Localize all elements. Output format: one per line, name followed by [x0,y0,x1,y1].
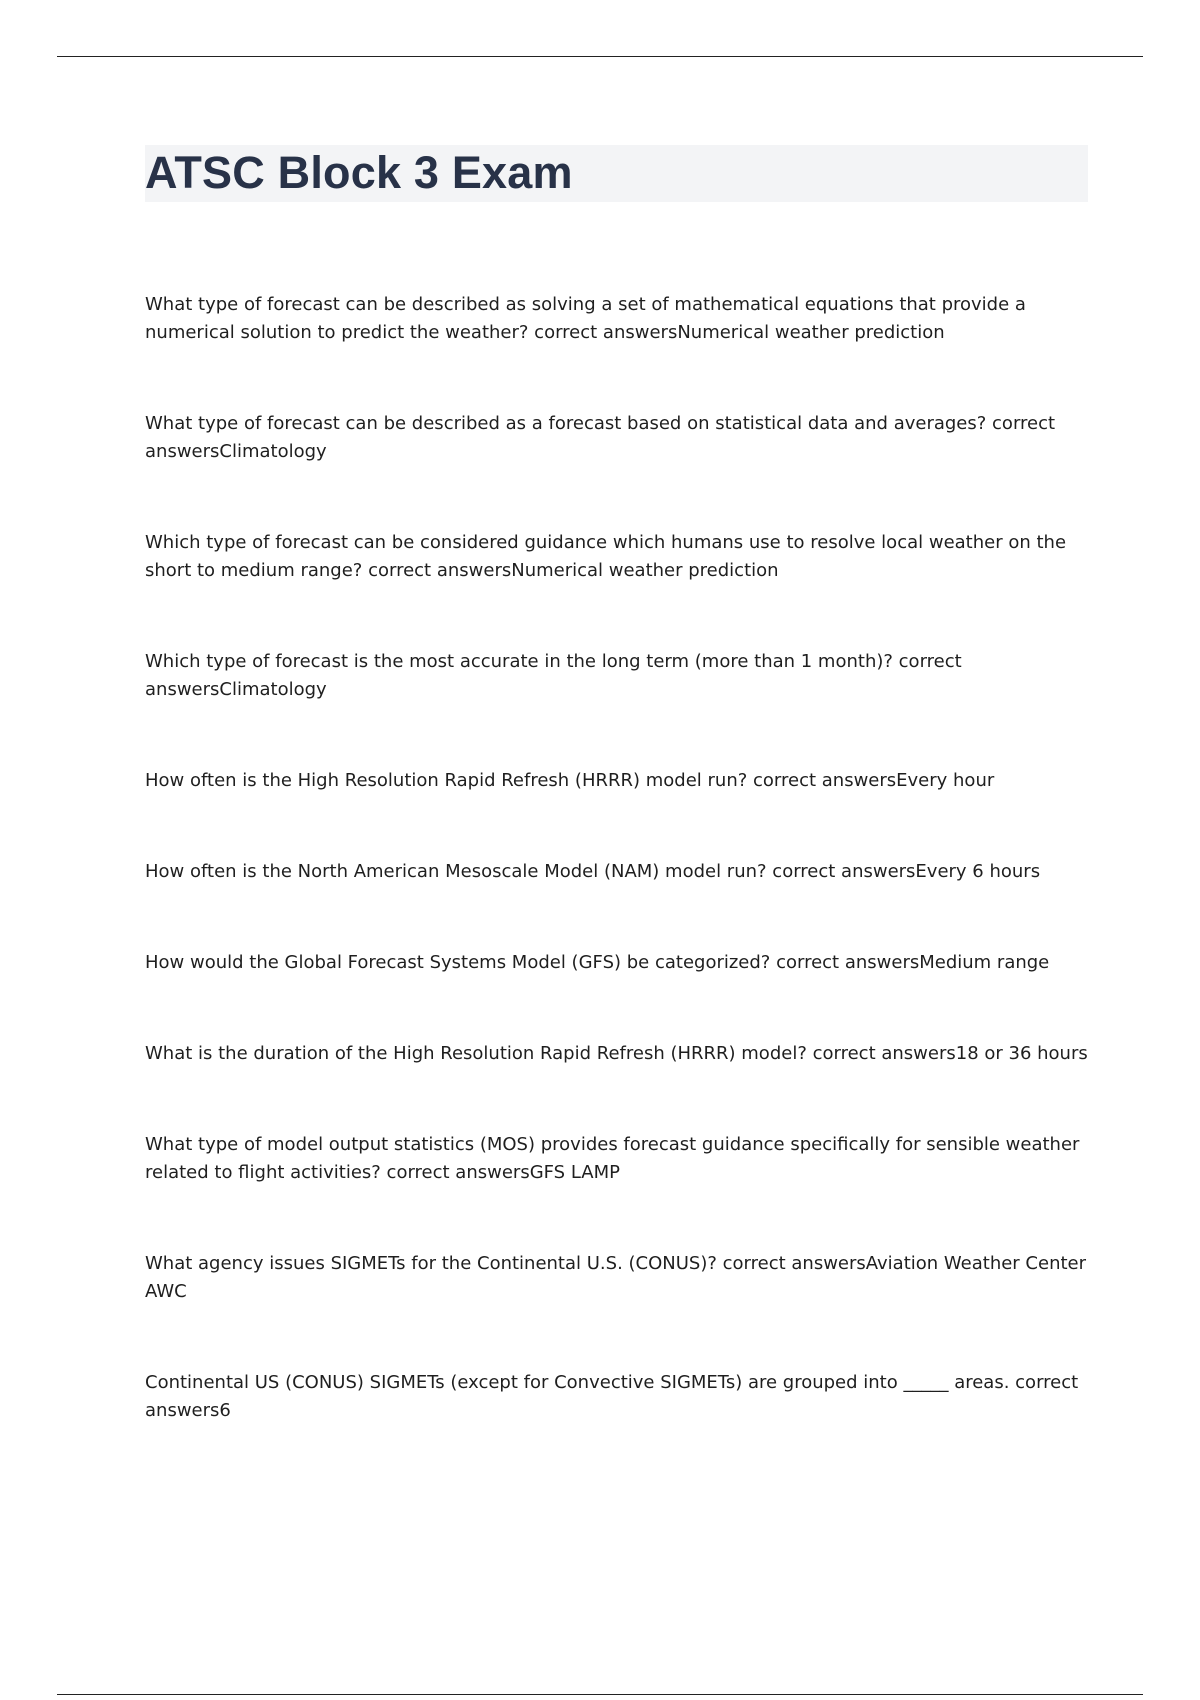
question-item-8: What is the duration of the High Resolution Rapid Refresh (HRRR) model? correct answers18 or 36 hours [145,1043,1088,1064]
question-item-7: How would the Global Forecast Systems Model (GFS) be categorized? correct answersMedium range [145,952,1050,973]
question-item-9: What type of model output statistics (MOS) provides forecast guidance specifically for sensible weather related to flight activities? correct answersGFS LAMP [145,1134,1080,1183]
question-item-10: What agency issues SIGMETs for the Continental U.S. (CONUS)? correct answersAviation Weather Center AWC [145,1253,1087,1302]
bottom-divider [57,1694,1143,1695]
top-divider [57,56,1143,57]
question-item-11: Continental US (CONUS) SIGMETs (except for Convective SIGMETs) are grouped into _____ areas. correct answers6 [145,1372,1079,1421]
question-item-3: Which type of forecast can be considered guidance which humans use to resolve local weather on the short to medium range? correct answersNumerical weather prediction [145,532,1067,581]
question-item-1: What type of forecast can be described as solving a set of mathematical equations that provide a numerical solution to predict the weather? correct answersNumerical weather prediction [145,294,1026,343]
question-item-5: How often is the High Resolution Rapid Refresh (HRRR) model run? correct answersEvery hour [145,770,995,791]
question-list [145,291,1090,1425]
question-item-2: What type of forecast can be described as a forecast based on statistical data and averages? correct answersClimatology [145,413,1056,462]
question-item-4: Which type of forecast is the most accurate in the long term (more than 1 month)? correct answersClimatology [145,651,962,700]
question-item-6: How often is the North American Mesoscale Model (NAM) model run? correct answersEvery 6 hours [145,861,1041,882]
page-title: ATSC Block 3 Exam [145,147,573,198]
